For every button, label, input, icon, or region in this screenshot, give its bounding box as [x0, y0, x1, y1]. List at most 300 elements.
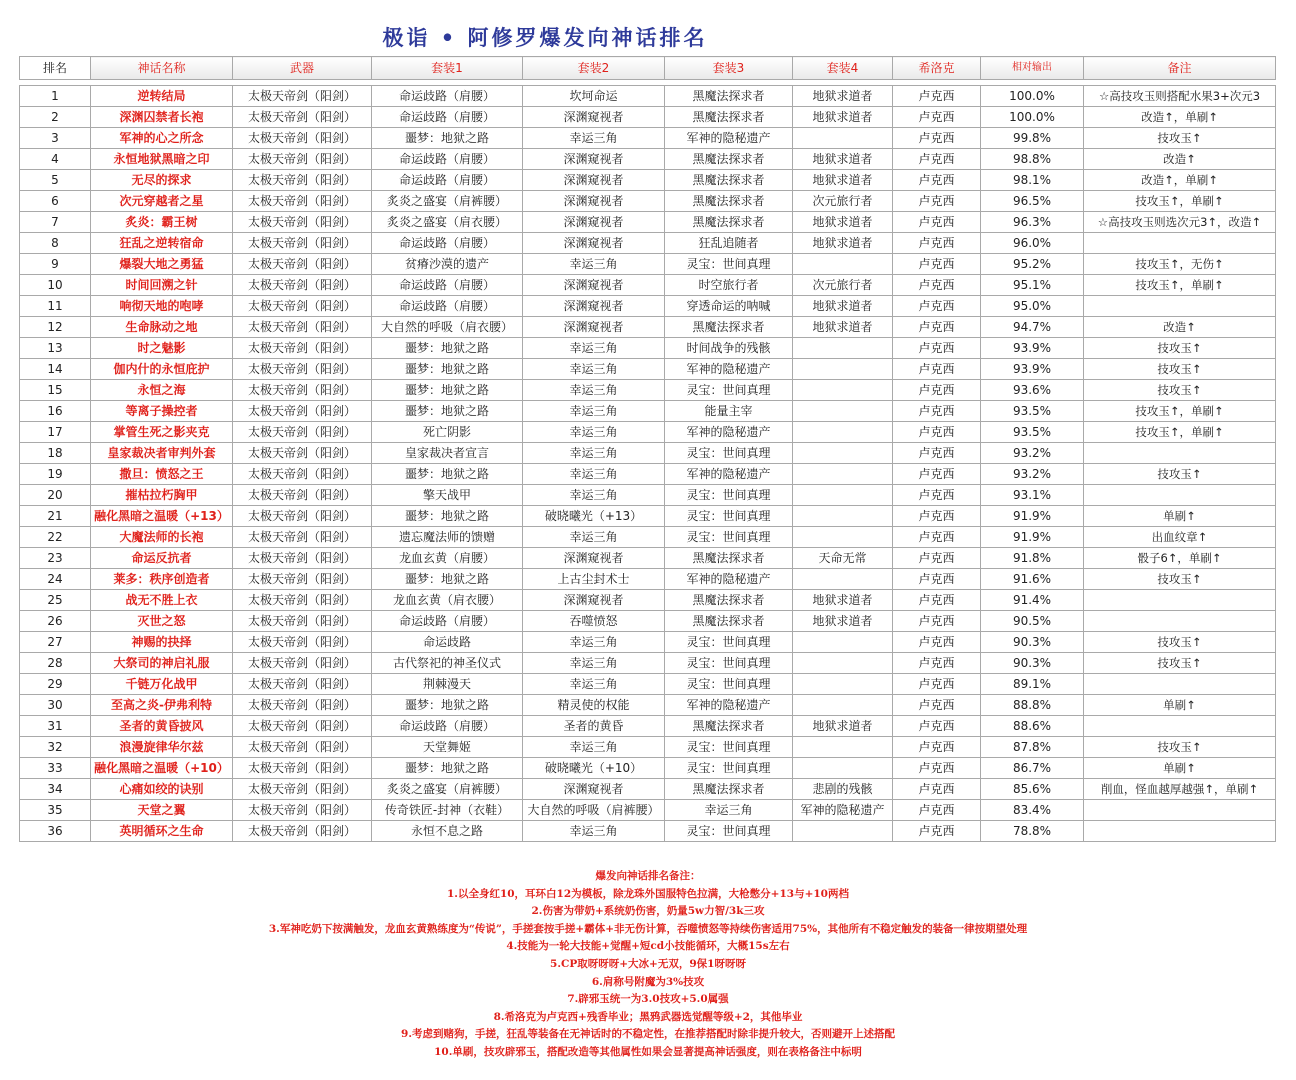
mythic-name-cell: 军神的心之所念	[91, 128, 233, 149]
rank-cell: 16	[20, 401, 91, 422]
header-set4: 套装4	[793, 57, 893, 80]
set1-cell: 命运歧路（肩腰）	[372, 170, 523, 191]
relative-output-cell: 93.5%	[981, 422, 1084, 443]
set1-cell: 噩梦：地狱之路	[372, 506, 523, 527]
header-weapon: 武器	[233, 57, 372, 80]
set4-cell: 军神的隐秘遗产	[793, 800, 893, 821]
mythic-name-cell: 融化黑暗之温暖（+13）	[91, 506, 233, 527]
note-line: 3.军神吃奶下按满触发，龙血玄黄熟练度为“传说”，手搓套按手搓+霸体+非无伤计算，吞噬愤怒等持续伤害适用75%，其他所有不稳定触发的装备一律按期望处理	[268, 922, 1028, 935]
set3-cell: 黑魔法探求者	[665, 212, 793, 233]
set2-cell: 深渊窥视者	[523, 779, 665, 800]
set1-cell: 命运歧路	[372, 632, 523, 653]
set3-cell: 军神的隐秘遗产	[665, 359, 793, 380]
siroco-cell: 卢克西	[893, 212, 981, 233]
weapon-cell: 太极天帝剑（阳剑）	[233, 170, 372, 191]
remark-cell: 技攻玉↑，单刷↑	[1084, 422, 1276, 443]
mythic-name-cell: 战无不胜上衣	[91, 590, 233, 611]
siroco-cell: 卢克西	[893, 443, 981, 464]
set1-cell: 天堂舞姬	[372, 737, 523, 758]
set1-cell: 皇家裁决者宣言	[372, 443, 523, 464]
mythic-name-cell: 浪漫旋律华尔兹	[91, 737, 233, 758]
remark-cell	[1084, 590, 1276, 611]
mythic-name-cell: 命运反抗者	[91, 548, 233, 569]
set3-cell: 黑魔法探求者	[665, 107, 793, 128]
set4-cell: 次元旅行者	[793, 191, 893, 212]
rank-cell: 14	[20, 359, 91, 380]
note-line: 7.辟邪玉统一为3.0技攻+5.0属强	[567, 993, 729, 1006]
set2-cell: 幸运三角	[523, 128, 665, 149]
set1-cell: 命运歧路（肩腰）	[372, 296, 523, 317]
table-row	[20, 506, 1276, 527]
set2-cell: 坎坷命运	[523, 86, 665, 107]
rank-cell: 35	[20, 800, 91, 821]
rank-cell: 2	[20, 107, 91, 128]
siroco-cell: 卢克西	[893, 359, 981, 380]
weapon-cell: 太极天帝剑（阳剑）	[233, 464, 372, 485]
siroco-cell: 卢克西	[893, 674, 981, 695]
header-set2: 套装2	[523, 57, 665, 80]
header-relative-output: 相对输出	[981, 57, 1084, 80]
set3-cell: 时空旅行者	[665, 275, 793, 296]
weapon-cell: 太极天帝剑（阳剑）	[233, 485, 372, 506]
table-row	[20, 464, 1276, 485]
set1-cell: 遗忘魔法师的馈赠	[372, 527, 523, 548]
rank-cell: 27	[20, 632, 91, 653]
weapon-cell: 太极天帝剑（阳剑）	[233, 422, 372, 443]
remark-cell: 技攻玉↑	[1084, 359, 1276, 380]
siroco-cell: 卢克西	[893, 485, 981, 506]
remark-cell: 技攻玉↑	[1084, 464, 1276, 485]
siroco-cell: 卢克西	[893, 128, 981, 149]
notes-heading: 爆发向神话排名备注：	[595, 870, 701, 882]
mythic-name-cell: 掌管生死之影夹克	[91, 422, 233, 443]
set1-cell: 命运歧路（肩腰）	[372, 716, 523, 737]
weapon-cell: 太极天帝剑（阳剑）	[233, 254, 372, 275]
siroco-cell: 卢克西	[893, 170, 981, 191]
remark-cell: 技攻玉↑，单刷↑	[1084, 191, 1276, 212]
set2-cell: 精灵使的权能	[523, 695, 665, 716]
set1-cell: 荆棘漫天	[372, 674, 523, 695]
rank-cell: 21	[20, 506, 91, 527]
rank-cell: 13	[20, 338, 91, 359]
remark-cell: 技攻玉↑，无伤↑	[1084, 254, 1276, 275]
siroco-cell: 卢克西	[893, 191, 981, 212]
header-name: 神话名称	[91, 57, 233, 80]
table-row	[20, 548, 1276, 569]
set3-cell: 黑魔法探求者	[665, 548, 793, 569]
relative-output-cell: 86.7%	[981, 758, 1084, 779]
set4-cell	[793, 380, 893, 401]
relative-output-cell: 93.9%	[981, 359, 1084, 380]
relative-output-cell: 90.3%	[981, 632, 1084, 653]
set2-cell: 破晓曦光（+13）	[523, 506, 665, 527]
set4-cell: 地狱求道者	[793, 317, 893, 338]
table-row	[20, 86, 1276, 107]
relative-output-cell: 96.3%	[981, 212, 1084, 233]
weapon-cell: 太极天帝剑（阳剑）	[233, 569, 372, 590]
remark-cell: 削血，怪血越厚越强↑，单刷↑	[1084, 779, 1276, 800]
set4-cell	[793, 464, 893, 485]
rank-cell: 20	[20, 485, 91, 506]
weapon-cell: 太极天帝剑（阳剑）	[233, 506, 372, 527]
mythic-name-cell: 次元穿越者之星	[91, 191, 233, 212]
table-row	[20, 653, 1276, 674]
set2-cell: 深渊窥视者	[523, 191, 665, 212]
mythic-name-cell: 生命脉动之地	[91, 317, 233, 338]
weapon-cell: 太极天帝剑（阳剑）	[233, 653, 372, 674]
set1-cell: 龙血玄黄（肩腰）	[372, 548, 523, 569]
set1-cell: 命运歧路（肩腰）	[372, 611, 523, 632]
set1-cell: 噩梦：地狱之路	[372, 569, 523, 590]
header-remarks: 备注	[1084, 57, 1276, 80]
weapon-cell: 太极天帝剑（阳剑）	[233, 149, 372, 170]
set3-cell: 灵宝：世间真理	[665, 821, 793, 842]
set4-cell	[793, 821, 893, 842]
rank-cell: 31	[20, 716, 91, 737]
weapon-cell: 太极天帝剑（阳剑）	[233, 821, 372, 842]
remark-cell: 技攻玉↑，单刷↑	[1084, 275, 1276, 296]
set4-cell	[793, 443, 893, 464]
set2-cell: 幸运三角	[523, 527, 665, 548]
relative-output-cell: 85.6%	[981, 779, 1084, 800]
set2-cell: 幸运三角	[523, 254, 665, 275]
rank-cell: 28	[20, 653, 91, 674]
remark-cell	[1084, 611, 1276, 632]
remark-cell: 技攻玉↑	[1084, 653, 1276, 674]
mythic-name-cell: 时间回溯之针	[91, 275, 233, 296]
set1-cell: 噩梦：地狱之路	[372, 338, 523, 359]
weapon-cell: 太极天帝剑（阳剑）	[233, 191, 372, 212]
set4-cell: 地狱求道者	[793, 86, 893, 107]
table-body	[20, 80, 1276, 842]
relative-output-cell: 94.7%	[981, 317, 1084, 338]
table-row	[20, 191, 1276, 212]
mythic-name-cell: 天堂之翼	[91, 800, 233, 821]
mythic-name-cell: 大魔法师的长袍	[91, 527, 233, 548]
remark-cell: 骰子6↑，单刷↑	[1084, 548, 1276, 569]
remark-cell: 技攻玉↑	[1084, 380, 1276, 401]
table-row	[20, 758, 1276, 779]
remark-cell: 改造↑	[1084, 317, 1276, 338]
set1-cell: 命运歧路（肩腰）	[372, 107, 523, 128]
weapon-cell: 太极天帝剑（阳剑）	[233, 674, 372, 695]
mythic-name-cell: 伽内什的永恒庇护	[91, 359, 233, 380]
rank-cell: 29	[20, 674, 91, 695]
set3-cell: 军神的隐秘遗产	[665, 569, 793, 590]
remark-cell	[1084, 443, 1276, 464]
siroco-cell: 卢克西	[893, 338, 981, 359]
table-row	[20, 107, 1276, 128]
weapon-cell: 太极天帝剑（阳剑）	[233, 527, 372, 548]
siroco-cell: 卢克西	[893, 758, 981, 779]
set1-cell: 噩梦：地狱之路	[372, 128, 523, 149]
weapon-cell: 太极天帝剑（阳剑）	[233, 611, 372, 632]
remark-cell: 出血纹章↑	[1084, 527, 1276, 548]
set2-cell: 幸运三角	[523, 821, 665, 842]
set4-cell	[793, 737, 893, 758]
remark-cell	[1084, 485, 1276, 506]
set3-cell: 灵宝：世间真理	[665, 632, 793, 653]
remark-cell	[1084, 233, 1276, 254]
mythic-name-cell: 灭世之怒	[91, 611, 233, 632]
set1-cell: 命运歧路（肩腰）	[372, 149, 523, 170]
relative-output-cell: 93.9%	[981, 338, 1084, 359]
mythic-name-cell: 等离子操控者	[91, 401, 233, 422]
table-row	[20, 380, 1276, 401]
set1-cell: 命运歧路（肩腰）	[372, 275, 523, 296]
set4-cell: 地狱求道者	[793, 170, 893, 191]
siroco-cell: 卢克西	[893, 632, 981, 653]
set3-cell: 黑魔法探求者	[665, 170, 793, 191]
relative-output-cell: 83.4%	[981, 800, 1084, 821]
set3-cell: 黑魔法探求者	[665, 611, 793, 632]
set1-cell: 炙炎之盛宴（肩裤腰）	[372, 191, 523, 212]
set4-cell: 地狱求道者	[793, 107, 893, 128]
relative-output-cell: 91.6%	[981, 569, 1084, 590]
siroco-cell: 卢克西	[893, 653, 981, 674]
set4-cell: 地狱求道者	[793, 149, 893, 170]
rank-cell: 25	[20, 590, 91, 611]
set2-cell: 幸运三角	[523, 653, 665, 674]
mythic-name-cell: 无尽的探求	[91, 170, 233, 191]
rank-cell: 11	[20, 296, 91, 317]
mythic-name-cell: 深渊囚禁者长袍	[91, 107, 233, 128]
siroco-cell: 卢克西	[893, 275, 981, 296]
remark-cell: 单刷↑	[1084, 506, 1276, 527]
set4-cell: 地狱求道者	[793, 233, 893, 254]
weapon-cell: 太极天帝剑（阳剑）	[233, 443, 372, 464]
set3-cell: 灵宝：世间真理	[665, 506, 793, 527]
set4-cell: 次元旅行者	[793, 275, 893, 296]
remark-cell: 技攻玉↑	[1084, 632, 1276, 653]
table-row	[20, 737, 1276, 758]
set3-cell: 狂乱追随者	[665, 233, 793, 254]
table-row	[20, 275, 1276, 296]
siroco-cell: 卢克西	[893, 527, 981, 548]
note-line: 2.伤害为带奶+系统奶伤害，奶量5w力智/3k三攻	[531, 905, 765, 918]
siroco-cell: 卢克西	[893, 569, 981, 590]
weapon-cell: 太极天帝剑（阳剑）	[233, 296, 372, 317]
siroco-cell: 卢克西	[893, 548, 981, 569]
siroco-cell: 卢克西	[893, 317, 981, 338]
set3-cell: 黑魔法探求者	[665, 716, 793, 737]
mythic-name-cell: 爆裂大地之勇猛	[91, 254, 233, 275]
weapon-cell: 太极天帝剑（阳剑）	[233, 716, 372, 737]
set2-cell: 幸运三角	[523, 401, 665, 422]
siroco-cell: 卢克西	[893, 506, 981, 527]
siroco-cell: 卢克西	[893, 779, 981, 800]
siroco-cell: 卢克西	[893, 422, 981, 443]
weapon-cell: 太极天帝剑（阳剑）	[233, 632, 372, 653]
relative-output-cell: 100.0%	[981, 86, 1084, 107]
relative-output-cell: 91.4%	[981, 590, 1084, 611]
remark-cell: 单刷↑	[1084, 695, 1276, 716]
set4-cell	[793, 338, 893, 359]
set3-cell: 灵宝：世间真理	[665, 485, 793, 506]
set4-cell: 地狱求道者	[793, 611, 893, 632]
rank-cell: 32	[20, 737, 91, 758]
mythic-name-cell: 心痛如绞的诀别	[91, 779, 233, 800]
siroco-cell: 卢克西	[893, 107, 981, 128]
table-row	[20, 128, 1276, 149]
rank-cell: 36	[20, 821, 91, 842]
set4-cell: 天命无常	[793, 548, 893, 569]
note-line: 8.希洛克为卢克西+残香毕业；黑鸦武器选觉醒等级+2，其他毕业	[493, 1010, 803, 1023]
table-row	[20, 422, 1276, 443]
rank-cell: 23	[20, 548, 91, 569]
relative-output-cell: 95.0%	[981, 296, 1084, 317]
table-row	[20, 317, 1276, 338]
set4-cell	[793, 359, 893, 380]
rank-cell: 6	[20, 191, 91, 212]
note-line: 10.单刷，技攻辟邪玉，搭配改造等其他属性如果会显著提高神话强度，则在表格备注中标明	[434, 1045, 862, 1058]
set4-cell	[793, 254, 893, 275]
set2-cell: 幸运三角	[523, 485, 665, 506]
relative-output-cell: 93.2%	[981, 464, 1084, 485]
set1-cell: 擎天战甲	[372, 485, 523, 506]
weapon-cell: 太极天帝剑（阳剑）	[233, 779, 372, 800]
table-row	[20, 632, 1276, 653]
table-row	[20, 296, 1276, 317]
siroco-cell: 卢克西	[893, 611, 981, 632]
set2-cell: 幸运三角	[523, 737, 665, 758]
set3-cell: 黑魔法探求者	[665, 779, 793, 800]
table-row	[20, 254, 1276, 275]
weapon-cell: 太极天帝剑（阳剑）	[233, 338, 372, 359]
set2-cell: 幸运三角	[523, 338, 665, 359]
table-row	[20, 716, 1276, 737]
table-row	[20, 590, 1276, 611]
relative-output-cell: 91.9%	[981, 527, 1084, 548]
relative-output-cell: 95.1%	[981, 275, 1084, 296]
table-row	[20, 821, 1276, 842]
header-set3: 套装3	[665, 57, 793, 80]
rank-cell: 10	[20, 275, 91, 296]
set3-cell: 军神的隐秘遗产	[665, 422, 793, 443]
rank-cell: 1	[20, 86, 91, 107]
weapon-cell: 太极天帝剑（阳剑）	[233, 548, 372, 569]
relative-output-cell: 95.2%	[981, 254, 1084, 275]
set1-cell: 噩梦：地狱之路	[372, 380, 523, 401]
weapon-cell: 太极天帝剑（阳剑）	[233, 128, 372, 149]
set2-cell: 深渊窥视者	[523, 590, 665, 611]
remark-cell: 改造↑，单刷↑	[1084, 170, 1276, 191]
set3-cell: 灵宝：世间真理	[665, 254, 793, 275]
rank-cell: 17	[20, 422, 91, 443]
relative-output-cell: 100.0%	[981, 107, 1084, 128]
rank-cell: 4	[20, 149, 91, 170]
set3-cell: 黑魔法探求者	[665, 191, 793, 212]
set2-cell: 深渊窥视者	[523, 317, 665, 338]
set3-cell: 黑魔法探求者	[665, 317, 793, 338]
set2-cell: 深渊窥视者	[523, 149, 665, 170]
relative-output-cell: 93.5%	[981, 401, 1084, 422]
rank-cell: 30	[20, 695, 91, 716]
mythic-name-cell: 撒旦：愤怒之王	[91, 464, 233, 485]
siroco-cell: 卢克西	[893, 380, 981, 401]
table-row	[20, 800, 1276, 821]
set2-cell: 上古尘封术士	[523, 569, 665, 590]
table-row	[20, 338, 1276, 359]
siroco-cell: 卢克西	[893, 86, 981, 107]
mythic-name-cell: 圣者的黄昏披风	[91, 716, 233, 737]
rank-cell: 19	[20, 464, 91, 485]
table-row	[20, 527, 1276, 548]
relative-output-cell: 90.3%	[981, 653, 1084, 674]
mythic-name-cell: 狂乱之逆转宿命	[91, 233, 233, 254]
set2-cell: 破晓曦光（+10）	[523, 758, 665, 779]
set4-cell	[793, 758, 893, 779]
set2-cell: 深渊窥视者	[523, 233, 665, 254]
set2-cell: 深渊窥视者	[523, 548, 665, 569]
mythic-name-cell: 响彻天地的咆哮	[91, 296, 233, 317]
rank-cell: 18	[20, 443, 91, 464]
remark-cell: 改造↑，单刷↑	[1084, 107, 1276, 128]
header-siroco: 希洛克	[893, 57, 981, 80]
set1-cell: 古代祭祀的神圣仪式	[372, 653, 523, 674]
siroco-cell: 卢克西	[893, 800, 981, 821]
set2-cell: 幸运三角	[523, 359, 665, 380]
remark-cell: 技攻玉↑	[1084, 737, 1276, 758]
set4-cell	[793, 674, 893, 695]
siroco-cell: 卢克西	[893, 737, 981, 758]
set4-cell	[793, 569, 893, 590]
notes-section	[0, 868, 1296, 1062]
set1-cell: 永恒不息之路	[372, 821, 523, 842]
relative-output-cell: 88.8%	[981, 695, 1084, 716]
mythic-name-cell: 逆转结局	[91, 86, 233, 107]
table-row	[20, 170, 1276, 191]
set1-cell: 传奇铁匠-封神（衣鞋）	[372, 800, 523, 821]
rank-cell: 24	[20, 569, 91, 590]
set3-cell: 幸运三角	[665, 800, 793, 821]
set2-cell: 幸运三角	[523, 464, 665, 485]
set1-cell: 噩梦：地狱之路	[372, 401, 523, 422]
remark-cell: ☆高技攻玉则选次元3↑，改造↑	[1084, 212, 1276, 233]
siroco-cell: 卢克西	[893, 821, 981, 842]
set4-cell	[793, 485, 893, 506]
set2-cell: 幸运三角	[523, 422, 665, 443]
siroco-cell: 卢克西	[893, 695, 981, 716]
set3-cell: 穿透命运的呐喊	[665, 296, 793, 317]
set1-cell: 炙炎之盛宴（肩衣腰）	[372, 212, 523, 233]
set2-cell: 深渊窥视者	[523, 212, 665, 233]
rank-cell: 34	[20, 779, 91, 800]
set2-cell: 吞噬愤怒	[523, 611, 665, 632]
siroco-cell: 卢克西	[893, 464, 981, 485]
set4-cell: 地狱求道者	[793, 716, 893, 737]
relative-output-cell: 98.8%	[981, 149, 1084, 170]
remark-cell	[1084, 296, 1276, 317]
mythic-name-cell: 时之魅影	[91, 338, 233, 359]
mythic-name-cell: 莱多：秩序创造者	[91, 569, 233, 590]
set4-cell: 地狱求道者	[793, 212, 893, 233]
set3-cell: 军神的隐秘遗产	[665, 464, 793, 485]
ranking-table	[19, 56, 1276, 842]
remark-cell: 技攻玉↑	[1084, 338, 1276, 359]
set2-cell: 幸运三角	[523, 632, 665, 653]
weapon-cell: 太极天帝剑（阳剑）	[233, 275, 372, 296]
set3-cell: 军神的隐秘遗产	[665, 128, 793, 149]
set1-cell: 命运歧路（肩腰）	[372, 233, 523, 254]
relative-output-cell: 91.8%	[981, 548, 1084, 569]
set3-cell: 灵宝：世间真理	[665, 527, 793, 548]
set4-cell	[793, 128, 893, 149]
weapon-cell: 太极天帝剑（阳剑）	[233, 86, 372, 107]
set3-cell: 灵宝：世间真理	[665, 380, 793, 401]
rank-cell: 33	[20, 758, 91, 779]
set2-cell: 幸运三角	[523, 674, 665, 695]
